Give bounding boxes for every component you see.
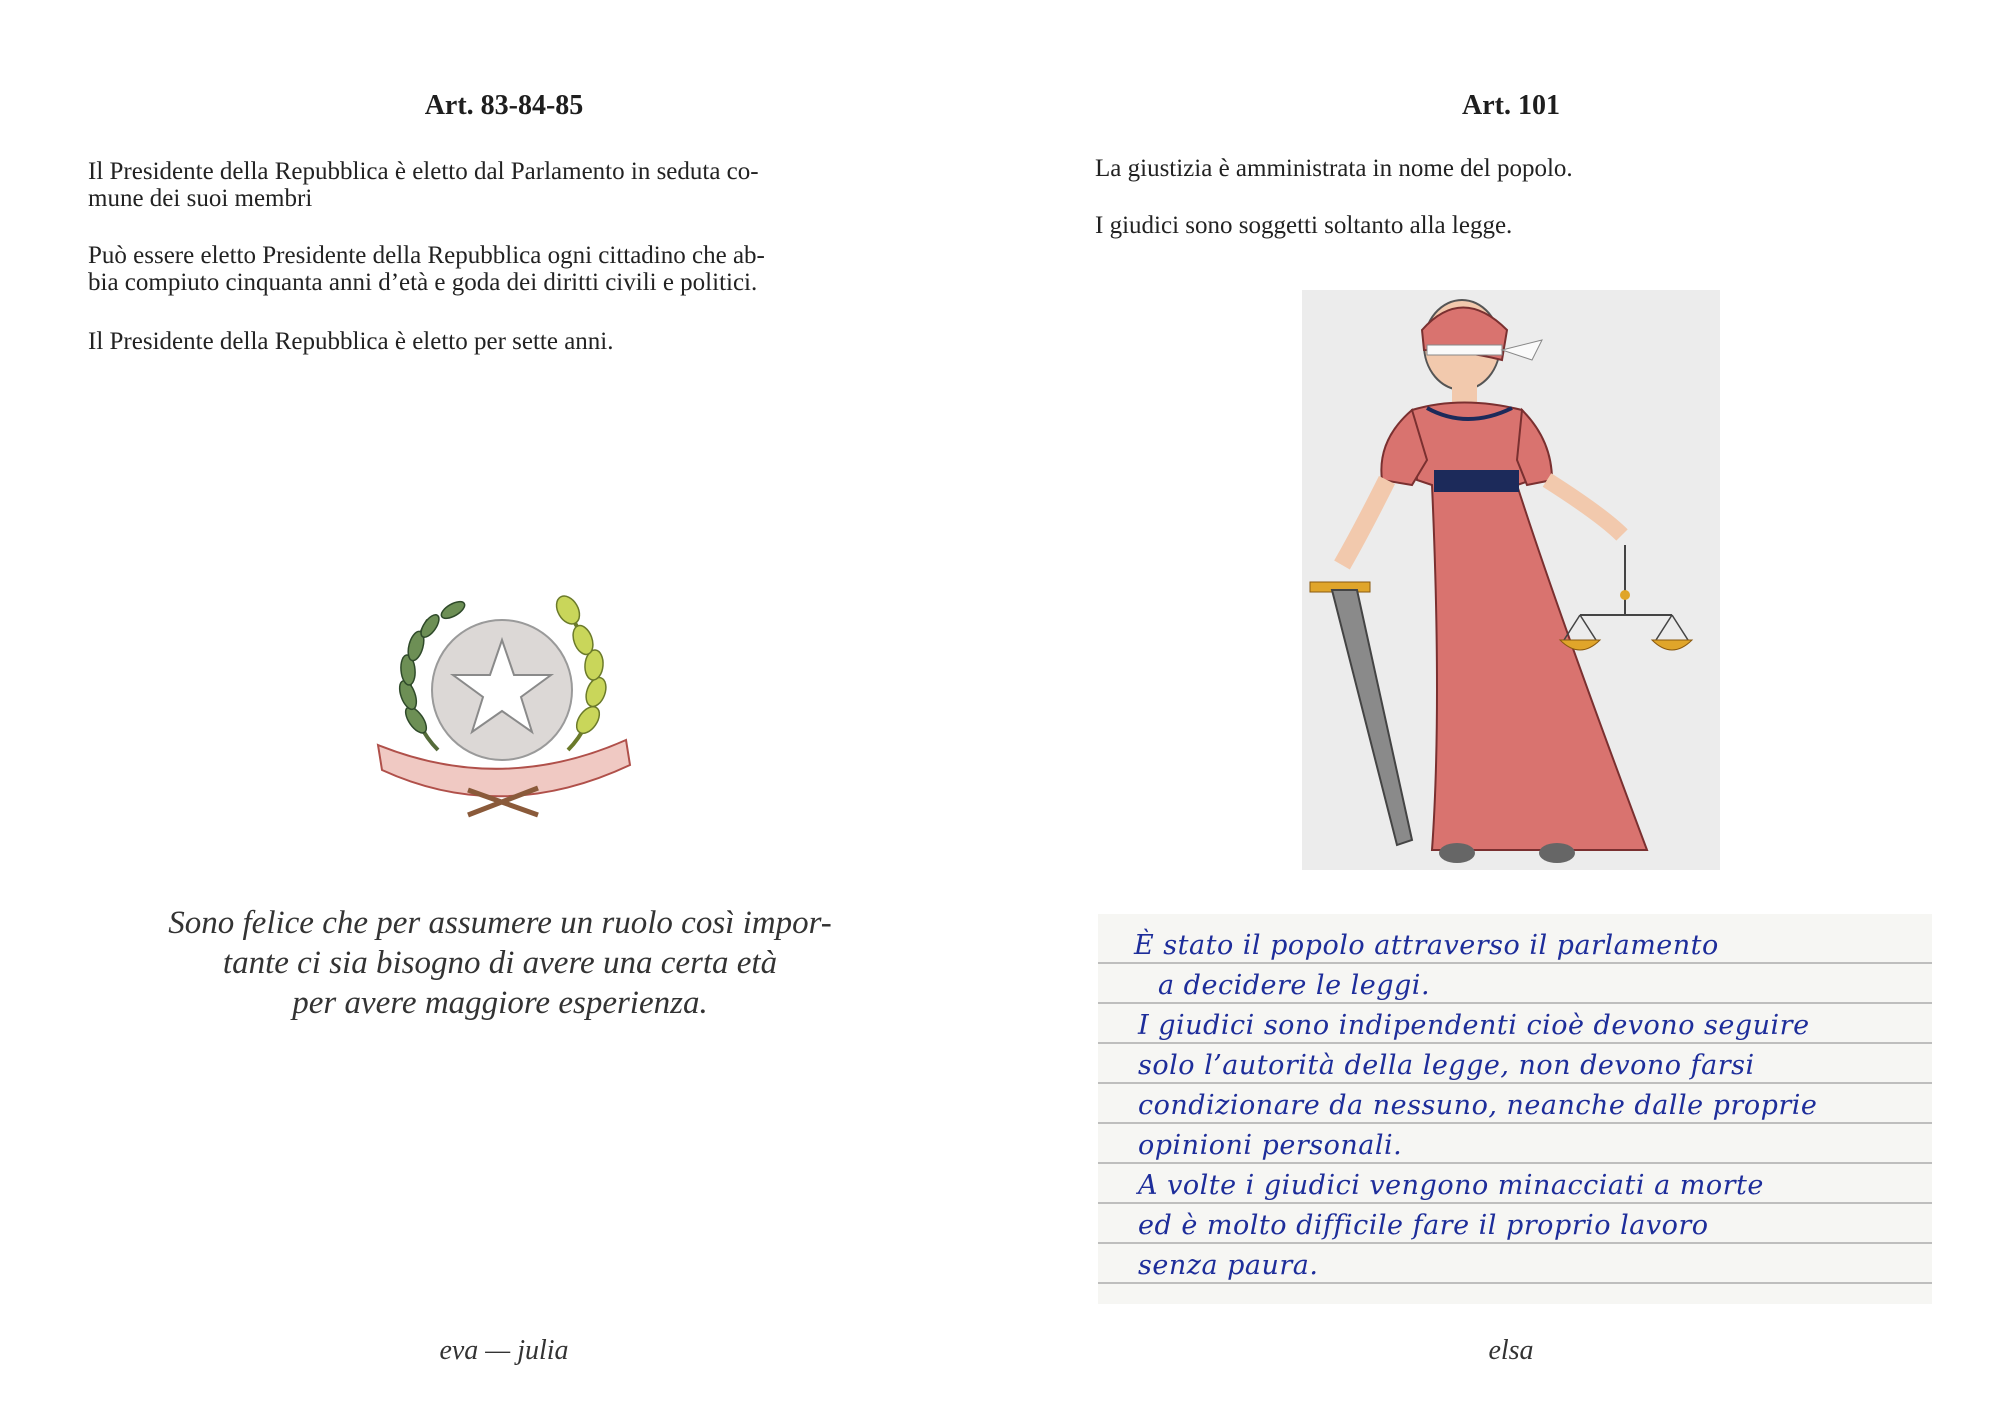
signature: eva — julia: [439, 1335, 569, 1366]
quote-line: per avere maggiore esperienza.: [292, 985, 708, 1021]
paragraph-line: bia compiuto cinquanta anni d’età e goda dei diritti civili e politici.: [88, 269, 758, 296]
paragraph-line: Il Presidente della Repubblica è eletto dal Parlamento in seduta co-: [88, 158, 759, 185]
paragraph: [88, 242, 918, 296]
signature: elsa: [1488, 1335, 1534, 1366]
handwriting-line: senza paura.: [1138, 1250, 1319, 1281]
handwriting-line: condizionare da nessuno, neanche dalle proprie: [1138, 1090, 1818, 1121]
quote: [100, 903, 900, 1023]
lady-justice-drawing: [1302, 290, 1720, 870]
paragraph: La giustizia è amministrata in nome del popolo.: [1095, 155, 1573, 182]
handwriting-line: solo l’autorità della legge, non devono farsi: [1138, 1050, 1755, 1081]
handwriting-line: a decidere le leggi.: [1158, 970, 1431, 1001]
paragraph-line: Può essere eletto Presidente della Repubblica ogni cittadino che ab-: [88, 242, 765, 269]
page-title: Art. 83-84-85: [424, 90, 584, 121]
quote-line: Sono felice che per assumere un ruolo così impor-: [168, 905, 832, 941]
right-page: [1000, 0, 2000, 1419]
paragraph-line: mune dei suoi membri: [88, 185, 313, 212]
handwritten-note: [1098, 914, 1932, 1304]
handwriting-line: I giudici sono indipendenti cioè devono seguire: [1138, 1010, 1810, 1041]
handwriting-line: ed è molto difficile fare il proprio lavoro: [1138, 1210, 1709, 1241]
paragraph: [88, 328, 918, 355]
republic-emblem-drawing: [368, 580, 636, 820]
handwriting-line: È stato il popolo attraverso il parlamento: [1134, 930, 1719, 961]
paragraph: I giudici sono soggetti soltanto alla legge.: [1095, 212, 1513, 239]
paragraph: [88, 158, 918, 212]
handwriting-line: A volte i giudici vengono minacciati a morte: [1138, 1170, 1764, 1201]
paragraph-line: Il Presidente della Repubblica è eletto per sette anni.: [88, 328, 614, 355]
handwriting-line: opinioni personali.: [1138, 1130, 1403, 1161]
page-title: Art. 101: [1462, 90, 1560, 121]
quote-line: tante ci sia bisogno di avere una certa età: [222, 945, 778, 981]
